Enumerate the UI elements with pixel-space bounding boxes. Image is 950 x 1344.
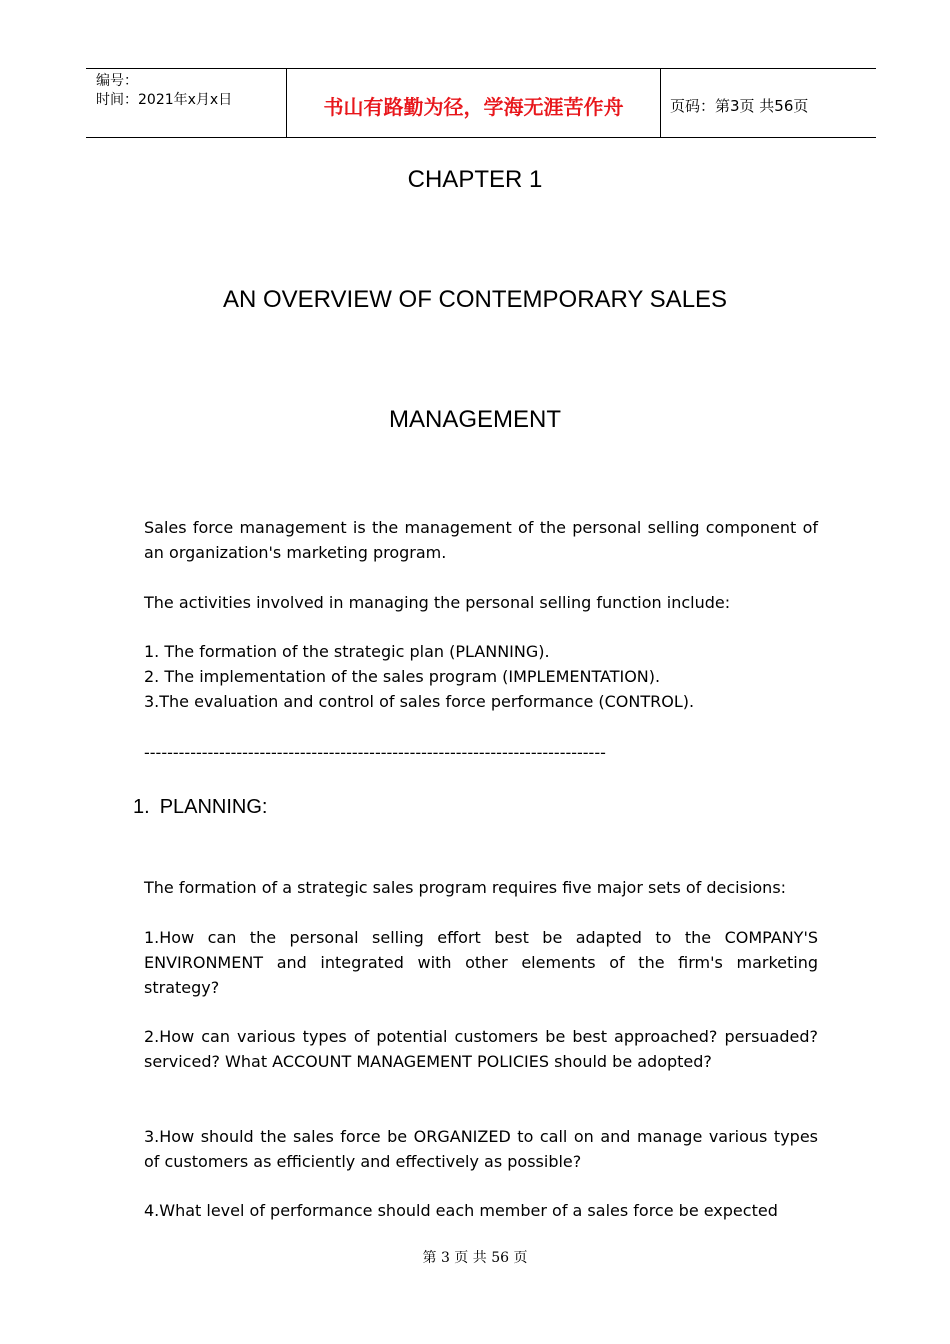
chapter-title-line2: MANAGEMENT bbox=[388, 406, 561, 433]
section-heading bbox=[133, 796, 268, 819]
activities-list bbox=[144, 639, 818, 714]
header-meta-cell bbox=[86, 69, 287, 137]
section-number: 1. bbox=[133, 796, 150, 818]
divider-line: -------------------------------------------------------------------------------- bbox=[144, 743, 606, 762]
list-item: 1. The formation of the strategic plan (PLANNING). bbox=[144, 642, 550, 661]
chapter-heading: CHAPTER 1 bbox=[407, 166, 543, 193]
number-label: 编号： bbox=[96, 73, 138, 89]
chapter-title-line1: AN OVERVIEW OF CONTEMPORARY SALES bbox=[222, 286, 728, 313]
planning-intro: The formation of a strategic sales program requires five major sets of decisions: bbox=[144, 878, 787, 897]
header-page-cell bbox=[661, 69, 876, 137]
list-item: 2. The implementation of the sales program (IMPLEMENTATION). bbox=[144, 667, 661, 686]
list-item: 3.The evaluation and control of sales force performance (CONTROL). bbox=[144, 692, 695, 711]
question-4: 4.What level of performance should each member of a sales force be expected bbox=[144, 1201, 778, 1220]
page-header bbox=[86, 68, 876, 138]
section-title: PLANNING: bbox=[159, 796, 268, 818]
motto-text: 书山有路勤为径，学海无涯苦作舟 bbox=[323, 94, 624, 119]
activities-intro: The activities involved in managing the personal selling function include: bbox=[144, 593, 731, 612]
question-1: 1.How can the personal selling effort best be adapted to the COMPANY'S ENVIRONMENT and integrated with other elements of the firm's marketing strategy? bbox=[144, 928, 818, 997]
question-3: 3.How should the sales force be ORGANIZED to call on and manage various types of customers as efficiently and effectively as possible? bbox=[144, 1127, 818, 1171]
question-2: 2.How can various types of potential customers be best approached? persuaded? serviced? What ACCOUNT MANAGEMENT POLICIES should be adopted? bbox=[144, 1027, 818, 1071]
page-footer: 第 3 页 共 56 页 bbox=[422, 1250, 528, 1266]
intro-paragraph: Sales force management is the management of the personal selling component of an organization's marketing program. bbox=[144, 518, 818, 562]
header-motto-cell bbox=[287, 69, 661, 137]
page-info: 页码：第3页 共56页 bbox=[670, 96, 809, 115]
time-label: 时间：2021年x月x日 bbox=[96, 92, 233, 108]
